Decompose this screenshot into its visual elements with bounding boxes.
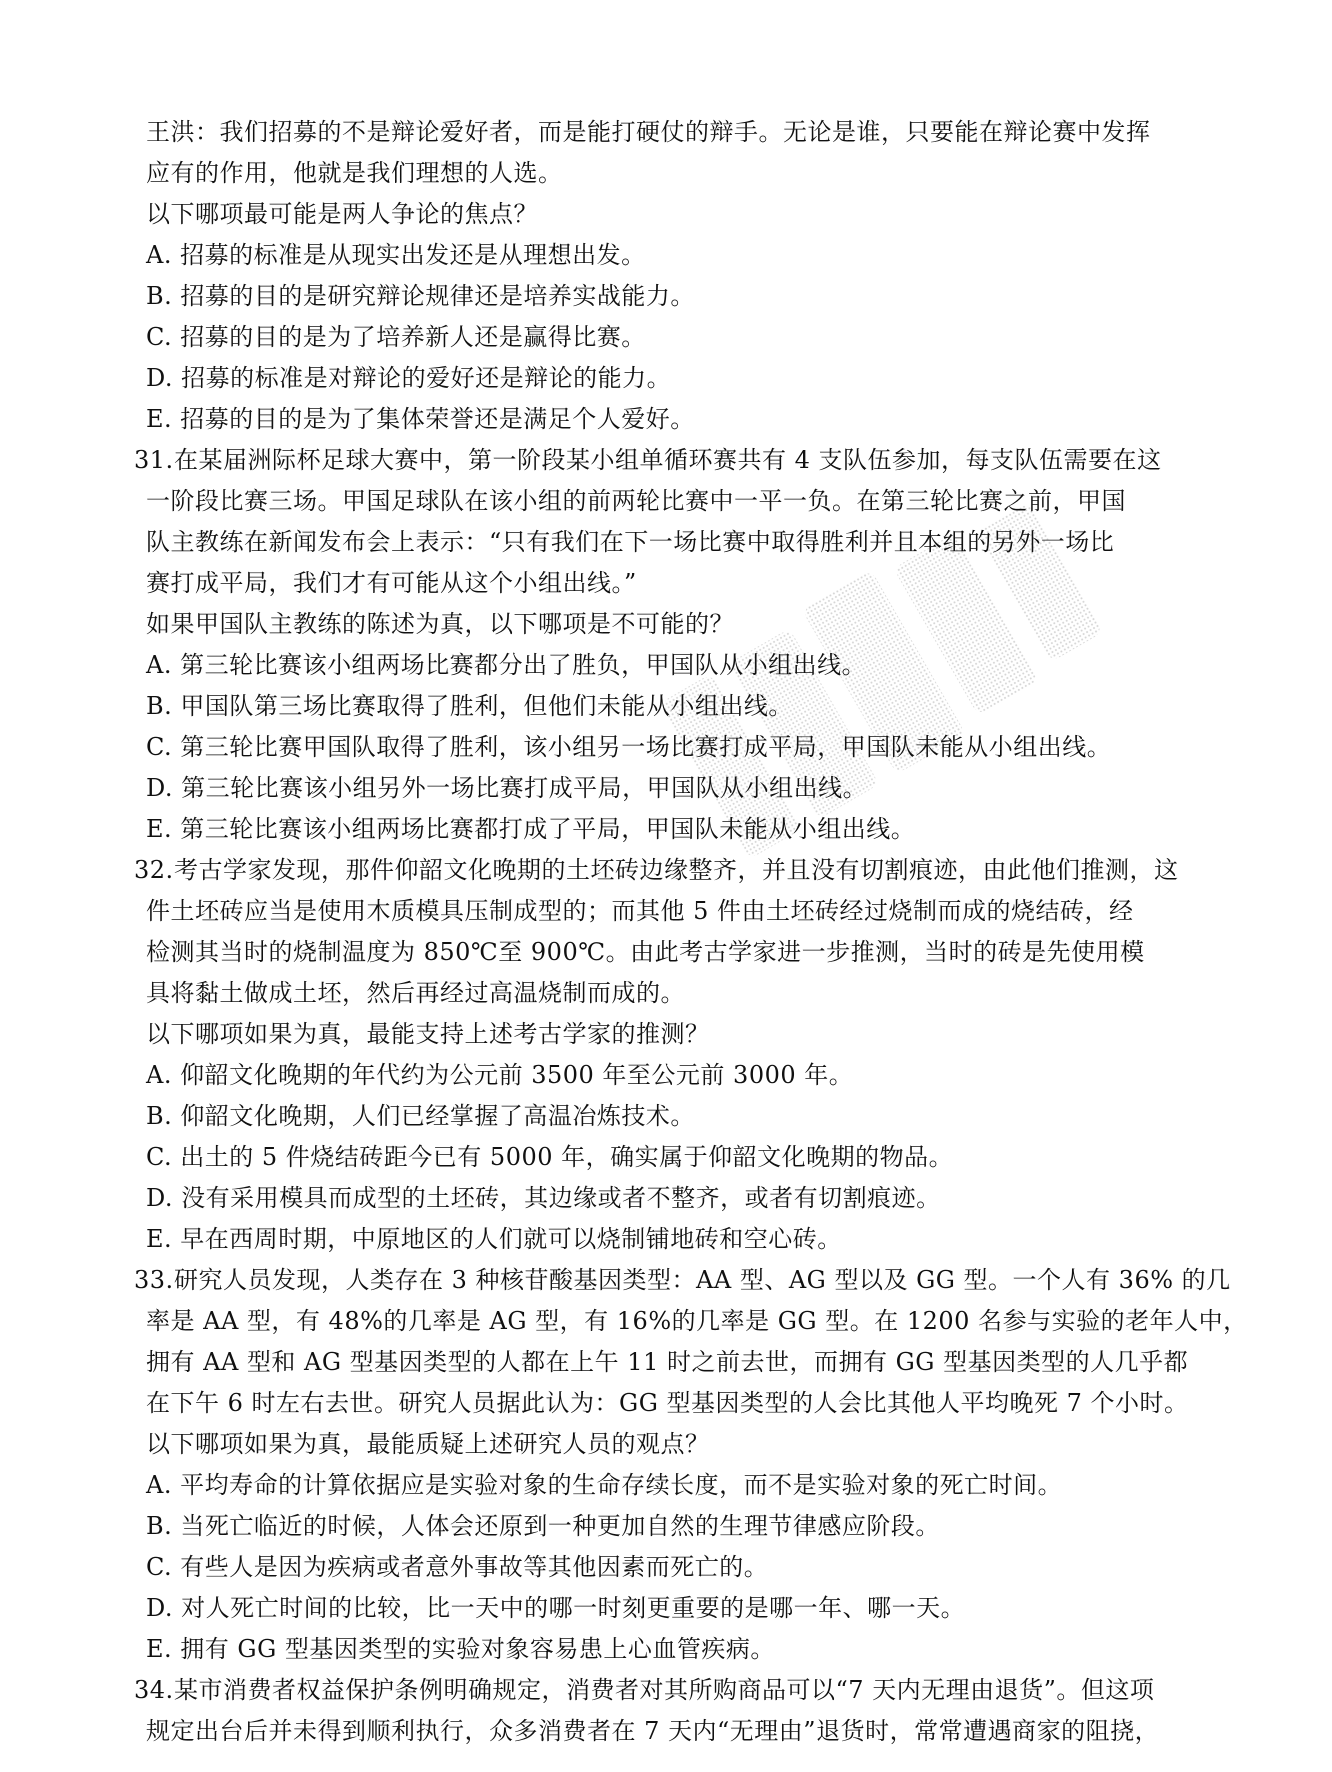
question-33: [134, 1260, 1248, 1670]
question-text: 率是 AA 型，有 48%的几率是 AG 型，有 16%的几率是 GG 型。在 1200 名参与实验的老年人中，: [146, 1307, 1248, 1335]
option-a: A. 仰韶文化晚期的年代约为公元前 3500 年至公元前 3000 年。: [146, 1061, 854, 1089]
question-number: 32.: [134, 856, 174, 884]
option-e: E. 拥有 GG 型基因类型的实验对象容易患上心血管疾病。: [146, 1635, 775, 1663]
question-text: 考古学家发现，那件仰韶文化晚期的土坯砖边缘整齐，并且没有切割痕迹，由此他们推测，这: [174, 856, 1179, 884]
q30-continuation: [146, 112, 1206, 440]
question-text: 具将黏土做成土坯，然后再经过高温烧制而成的。: [146, 979, 685, 1007]
question-stem-line: [134, 850, 1206, 891]
question-prompt: 以下哪项如果为真，最能支持上述考古学家的推测？: [146, 1020, 710, 1048]
question-text: 队主教练在新闻发布会上表示：“只有我们在下一场比赛中取得胜利并且本组的另外一场比: [146, 528, 1115, 556]
question-32: [134, 850, 1206, 1260]
question-stem-line: [134, 1260, 1231, 1301]
document-body: [134, 112, 1248, 1752]
option-b: B. 招募的目的是研究辩论规律还是培养实战能力。: [146, 282, 695, 310]
option-d: D. 对人死亡时间的比较，比一天中的哪一时刻更重要的是哪一年、哪一天。: [146, 1594, 966, 1622]
question-prompt: 以下哪项最可能是两人争论的焦点？: [146, 200, 538, 228]
option-a: A. 平均寿命的计算依据应是实验对象的生命存续长度，而不是实验对象的死亡时间。: [146, 1471, 1063, 1499]
paragraph-line: 应有的作用，他就是我们理想的人选。: [146, 159, 563, 187]
question-text: 一阶段比赛三场。甲国足球队在该小组的前两轮比赛中一平一负。在第三轮比赛之前，甲国: [146, 487, 1126, 515]
question-stem-line: [134, 440, 1206, 481]
option-b: B. 仰韶文化晚期，人们已经掌握了高温冶炼技术。: [146, 1102, 695, 1130]
question-prompt: 如果甲国队主教练的陈述为真，以下哪项是不可能的？: [146, 610, 734, 638]
option-a: A. 第三轮比赛该小组两场比赛都分出了胜负，甲国队从小组出线。: [146, 651, 867, 679]
question-text: 赛打成平局，我们才有可能从这个小组出线。”: [146, 569, 637, 597]
question-stem-line: [134, 1670, 1206, 1711]
option-b: B. 当死亡临近的时候，人体会还原到一种更加自然的生理节律感应阶段。: [146, 1512, 940, 1540]
question-text: 检测其当时的烧制温度为 850℃至 900℃。由此考古学家进一步推测，当时的砖是先使用模: [146, 938, 1145, 966]
question-34: [134, 1670, 1206, 1752]
option-c: C. 第三轮比赛甲国队取得了胜利，该小组另一场比赛打成平局，甲国队未能从小组出线。: [146, 733, 1112, 761]
question-text: 件土坯砖应当是使用木质模具压制成型的；而其他 5 件由土坯砖经过烧制而成的烧结砖，经: [146, 897, 1134, 925]
option-d: D. 第三轮比赛该小组另外一场比赛打成平局，甲国队从小组出线。: [146, 774, 868, 802]
question-31: [134, 440, 1206, 850]
question-text: 在下午 6 时左右去世。研究人员据此认为：GG 型基因类型的人会比其他人平均晚死 7 个小时。: [146, 1389, 1189, 1417]
question-text: 规定出台后并未得到顺利执行，众多消费者在 7 天内“无理由”退货时，常常遭遇商家的阻挠，: [146, 1717, 1160, 1745]
question-text: 研究人员发现，人类存在 3 种核苷酸基因类型：AA 型、AG 型以及 GG 型。一个人有 36% 的几: [174, 1266, 1231, 1294]
option-e: E. 第三轮比赛该小组两场比赛都打成了平局，甲国队未能从小组出线。: [146, 815, 916, 843]
question-text: 某市消费者权益保护条例明确规定，消费者对其所购商品可以“7 天内无理由退货”。但这项: [174, 1676, 1155, 1704]
question-number: 31.: [134, 446, 174, 474]
question-text: 在某届洲际杯足球大赛中，第一阶段某小组单循环赛共有 4 支队伍参加，每支队伍需要在这: [174, 446, 1162, 474]
paragraph-line: 王洪：我们招募的不是辩论爱好者，而是能打硬仗的辩手。无论是谁，只要能在辩论赛中发挥: [146, 118, 1151, 146]
option-c: C. 招募的目的是为了培养新人还是赢得比赛。: [146, 323, 646, 351]
question-prompt: 以下哪项如果为真，最能质疑上述研究人员的观点？: [146, 1430, 710, 1458]
option-c: C. 出土的 5 件烧结砖距今已有 5000 年，确实属于仰韶文化晚期的物品。: [146, 1143, 954, 1171]
question-text: 拥有 AA 型和 AG 型基因类型的人都在上午 11 时之前去世，而拥有 GG 型基因类型的人几乎都: [146, 1348, 1189, 1376]
option-d: D. 招募的标准是对辩论的爱好还是辩论的能力。: [146, 364, 672, 392]
option-c: C. 有些人是因为疾病或者意外事故等其他因素而死亡的。: [146, 1553, 769, 1581]
option-d: D. 没有采用模具而成型的土坯砖，其边缘或者不整齐，或者有切割痕迹。: [146, 1184, 941, 1212]
question-number: 34.: [134, 1676, 174, 1704]
question-number: 33.: [134, 1266, 174, 1294]
option-b: B. 甲国队第三场比赛取得了胜利，但他们未能从小组出线。: [146, 692, 793, 720]
option-e: E. 早在西周时期，中原地区的人们就可以烧制铺地砖和空心砖。: [146, 1225, 842, 1253]
option-e: E. 招募的目的是为了集体荣誉还是满足个人爱好。: [146, 405, 695, 433]
option-a: A. 招募的标准是从现实出发还是从理想出发。: [146, 241, 646, 269]
